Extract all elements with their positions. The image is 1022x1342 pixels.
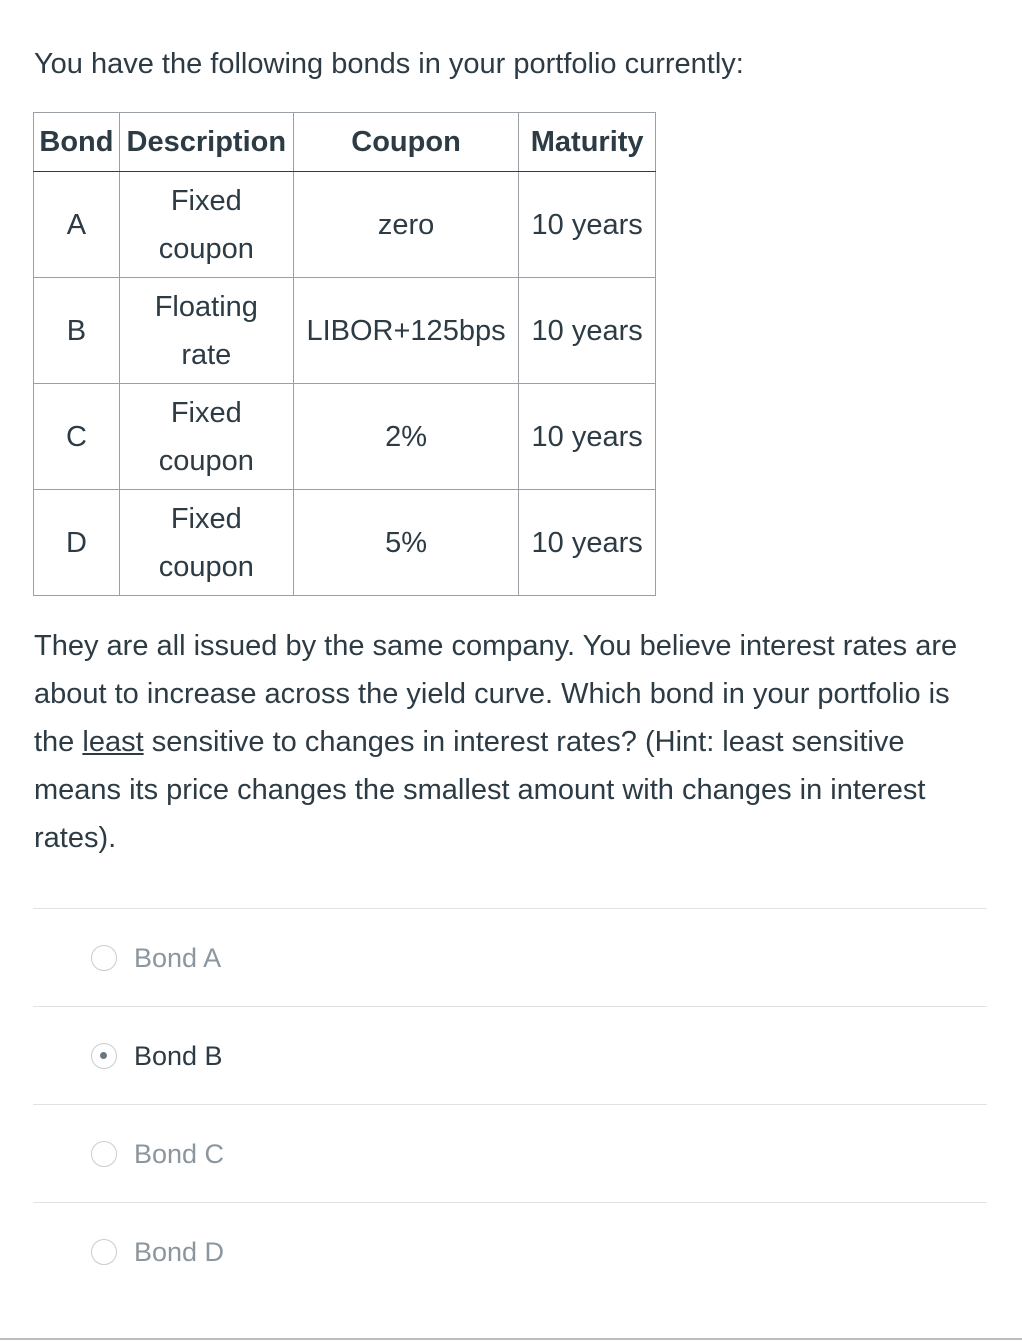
desc-line: Floating: [154, 290, 258, 323]
answer-option-c[interactable]: [33, 1104, 987, 1202]
cell-maturity: 10 years: [519, 490, 656, 596]
desc-line: Fixed: [170, 184, 242, 217]
cell-maturity: 10 years: [519, 278, 656, 384]
header-maturity: Maturity: [519, 113, 656, 172]
table-row: [34, 172, 656, 278]
radio-button[interactable]: [91, 945, 117, 971]
desc-line: rate: [181, 338, 232, 371]
table-row: [34, 490, 656, 596]
desc-line: coupon: [158, 550, 254, 583]
answer-label[interactable]: Bond B: [134, 1041, 223, 1071]
desc-line: Fixed: [170, 396, 242, 429]
cell-coupon: zero: [293, 172, 519, 278]
cell-coupon: 2%: [293, 384, 519, 490]
radio-button-selected[interactable]: [91, 1043, 117, 1069]
header-coupon: Coupon: [293, 113, 519, 172]
cell-description: [119, 384, 293, 490]
answer-list: [33, 908, 987, 1300]
radio-button[interactable]: [91, 1141, 117, 1167]
bonds-table: [33, 112, 656, 596]
desc-line: Fixed: [170, 502, 242, 535]
cell-bond: D: [34, 490, 120, 596]
cell-maturity: 10 years: [519, 172, 656, 278]
header-description: Description: [119, 113, 293, 172]
question-text: [34, 622, 994, 862]
cell-bond: C: [34, 384, 120, 490]
question-part-1: They are all issued by the same company. You believe interest rates are about to increase across the yield curve. Which bond in your portfolio is the: [34, 630, 958, 758]
answer-option-b[interactable]: [33, 1006, 987, 1104]
answer-option-d[interactable]: [33, 1202, 987, 1300]
cell-bond: B: [34, 278, 120, 384]
cell-coupon: LIBOR+125bps: [293, 278, 519, 384]
desc-line: coupon: [158, 232, 254, 265]
bottom-divider: [0, 1338, 1022, 1340]
header-bond: Bond: [34, 113, 120, 172]
question-emphasis: least: [82, 726, 144, 758]
cell-bond: A: [34, 172, 120, 278]
question-part-2: sensitive to changes in interest rates? (Hint: least sensitive means its price changes the smallest amount with changes in interest rates).: [34, 726, 926, 854]
cell-description: [119, 278, 293, 384]
answer-label[interactable]: Bond A: [134, 943, 222, 973]
cell-maturity: 10 years: [519, 384, 656, 490]
table-row: [34, 278, 656, 384]
cell-coupon: 5%: [293, 490, 519, 596]
intro-text: You have the following bonds in your portfolio currently:: [34, 48, 744, 80]
answer-label[interactable]: Bond D: [134, 1237, 225, 1267]
table-row: [34, 384, 656, 490]
cell-description: [119, 172, 293, 278]
answer-label[interactable]: Bond C: [134, 1139, 225, 1169]
radio-button[interactable]: [91, 1239, 117, 1265]
answer-option-a[interactable]: [33, 908, 987, 1006]
cell-description: [119, 490, 293, 596]
desc-line: coupon: [158, 444, 254, 477]
table-header-row: [34, 113, 656, 172]
